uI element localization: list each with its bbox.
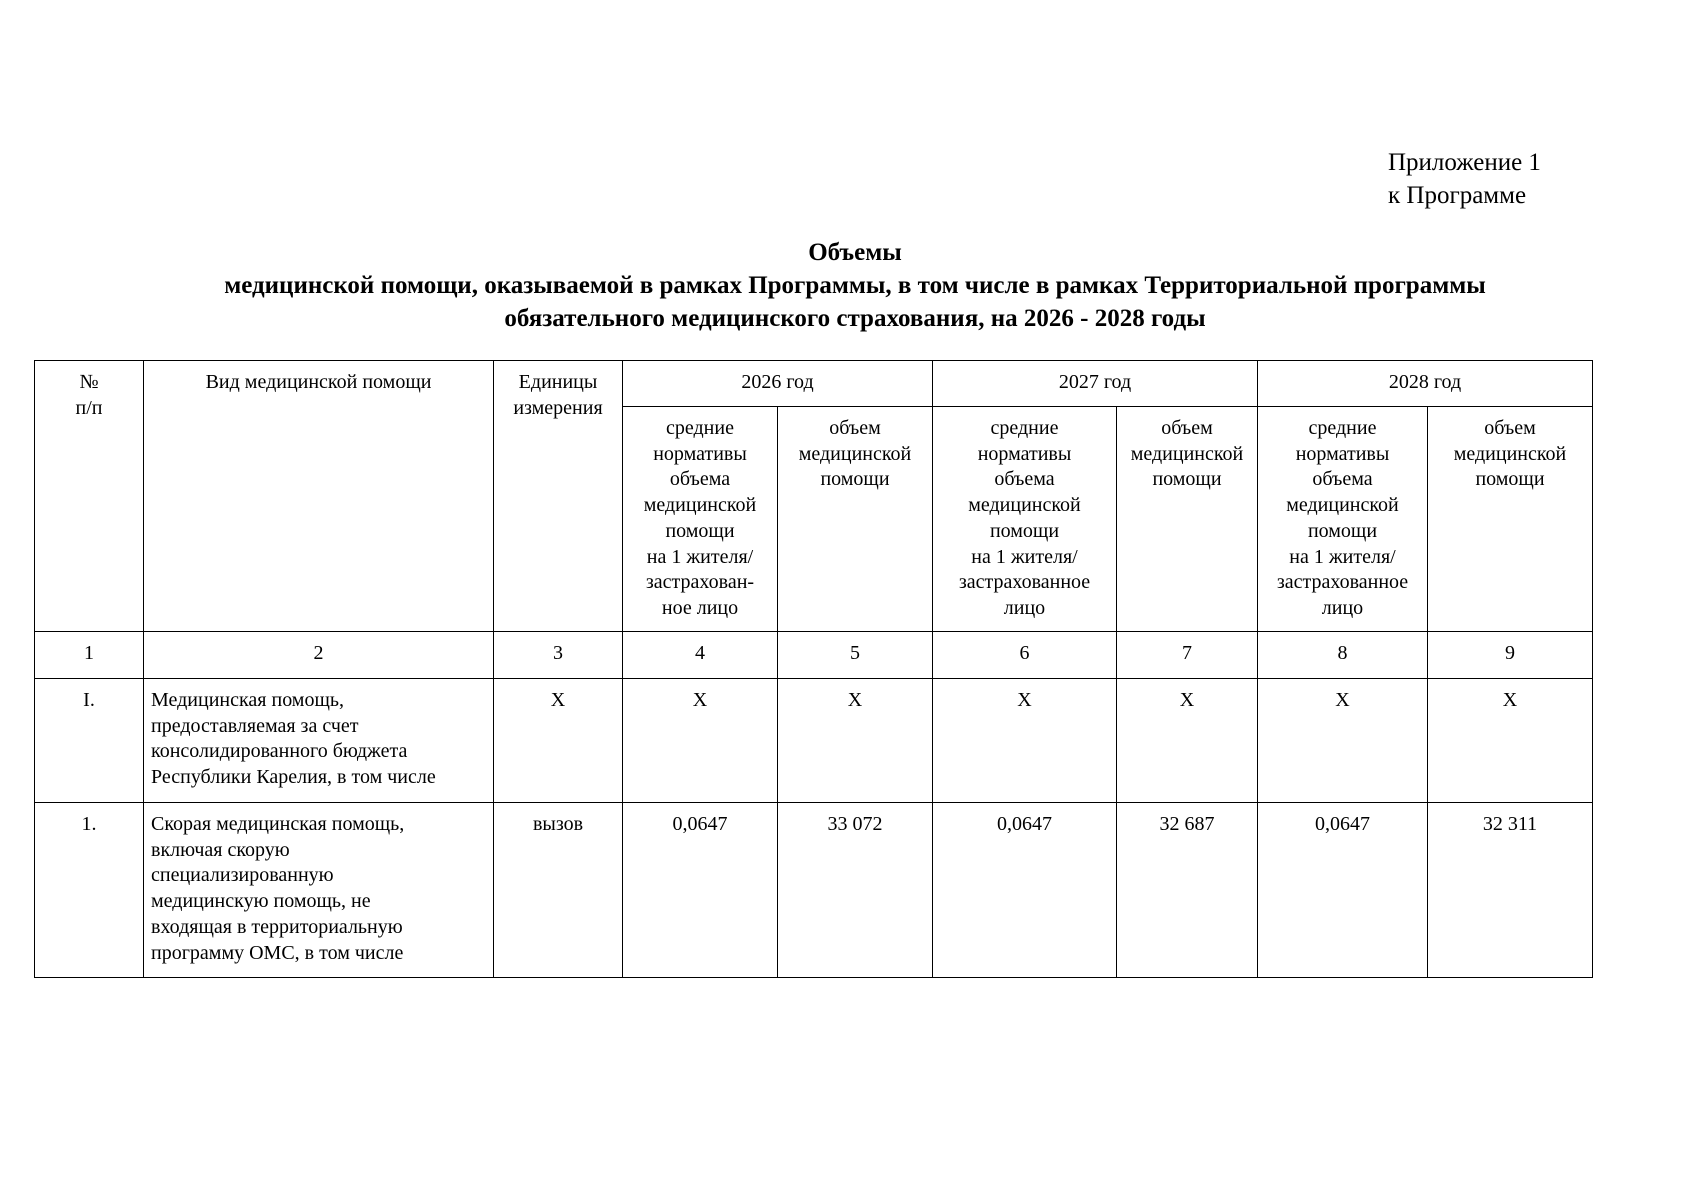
row-value: 0,0647: [1258, 803, 1428, 978]
row-value: 33 072: [778, 803, 933, 978]
table-row: [35, 679, 1593, 803]
table-row: [35, 803, 1593, 978]
column-number: 1: [35, 632, 144, 679]
document-title: [0, 236, 1697, 335]
row-value: Х: [1428, 679, 1593, 803]
row-type: Медицинская помощь, предоставляемая за счет консолидированного бюджета Республики Карелия, в том числе: [144, 679, 494, 803]
row-units: вызов: [494, 803, 623, 978]
row-value: Х: [933, 679, 1117, 803]
row-value: 32 687: [1117, 803, 1258, 978]
row-num: I.: [35, 679, 144, 803]
title-line-1: Объемы: [808, 239, 902, 266]
appendix-label: [1388, 146, 1541, 212]
column-number: 7: [1117, 632, 1258, 679]
column-number: 3: [494, 632, 623, 679]
volumes-table: [34, 360, 1593, 978]
header-year-2028: 2028 год: [1258, 361, 1593, 407]
appendix-line-1: Приложение 1: [1388, 149, 1541, 176]
row-value: Х: [1258, 679, 1428, 803]
appendix-line-2: к Программе: [1388, 182, 1527, 209]
row-value: 0,0647: [623, 803, 778, 978]
header-volume-2028: объем медицинской помощи: [1428, 407, 1593, 632]
title-line-2: медицинской помощи, оказываемой в рамках Программы, в том числе в рамках Территориальной программы: [224, 272, 1486, 299]
header-norm-2027: средние нормативы объема медицинской помощи на 1 жителя/ застрахованное лицо: [933, 407, 1117, 632]
header-row-years: [35, 361, 1593, 407]
row-units: Х: [494, 679, 623, 803]
column-number: 9: [1428, 632, 1593, 679]
header-volume-2026: объем медицинской помощи: [778, 407, 933, 632]
column-number: 8: [1258, 632, 1428, 679]
row-value: Х: [778, 679, 933, 803]
header-norm-2028: средние нормативы объема медицинской помощи на 1 жителя/ застрахованное лицо: [1258, 407, 1428, 632]
header-type: Вид медицинской помощи: [144, 361, 494, 632]
column-number: 2: [144, 632, 494, 679]
header-num: № п/п: [35, 361, 144, 632]
header-year-2027: 2027 год: [933, 361, 1258, 407]
row-value: Х: [1117, 679, 1258, 803]
row-value: Х: [623, 679, 778, 803]
column-number: 5: [778, 632, 933, 679]
column-number: 4: [623, 632, 778, 679]
row-value: 0,0647: [933, 803, 1117, 978]
title-line-3: обязательного медицинского страхования, на 2026 - 2028 годы: [504, 305, 1206, 332]
header-volume-2027: объем медицинской помощи: [1117, 407, 1258, 632]
row-type: Скорая медицинская помощь, включая скорую специализированную медицинскую помощь, не входящая в территориальную программу ОМС, в том числе: [144, 803, 494, 978]
column-number: 6: [933, 632, 1117, 679]
header-year-2026: 2026 год: [623, 361, 933, 407]
row-value: 32 311: [1428, 803, 1593, 978]
header-norm-2026: средние нормативы объема медицинской помощи на 1 жителя/ застрахован- ное лицо: [623, 407, 778, 632]
row-num: 1.: [35, 803, 144, 978]
column-numbers-row: [35, 632, 1593, 679]
header-units: Единицы измерения: [494, 361, 623, 632]
